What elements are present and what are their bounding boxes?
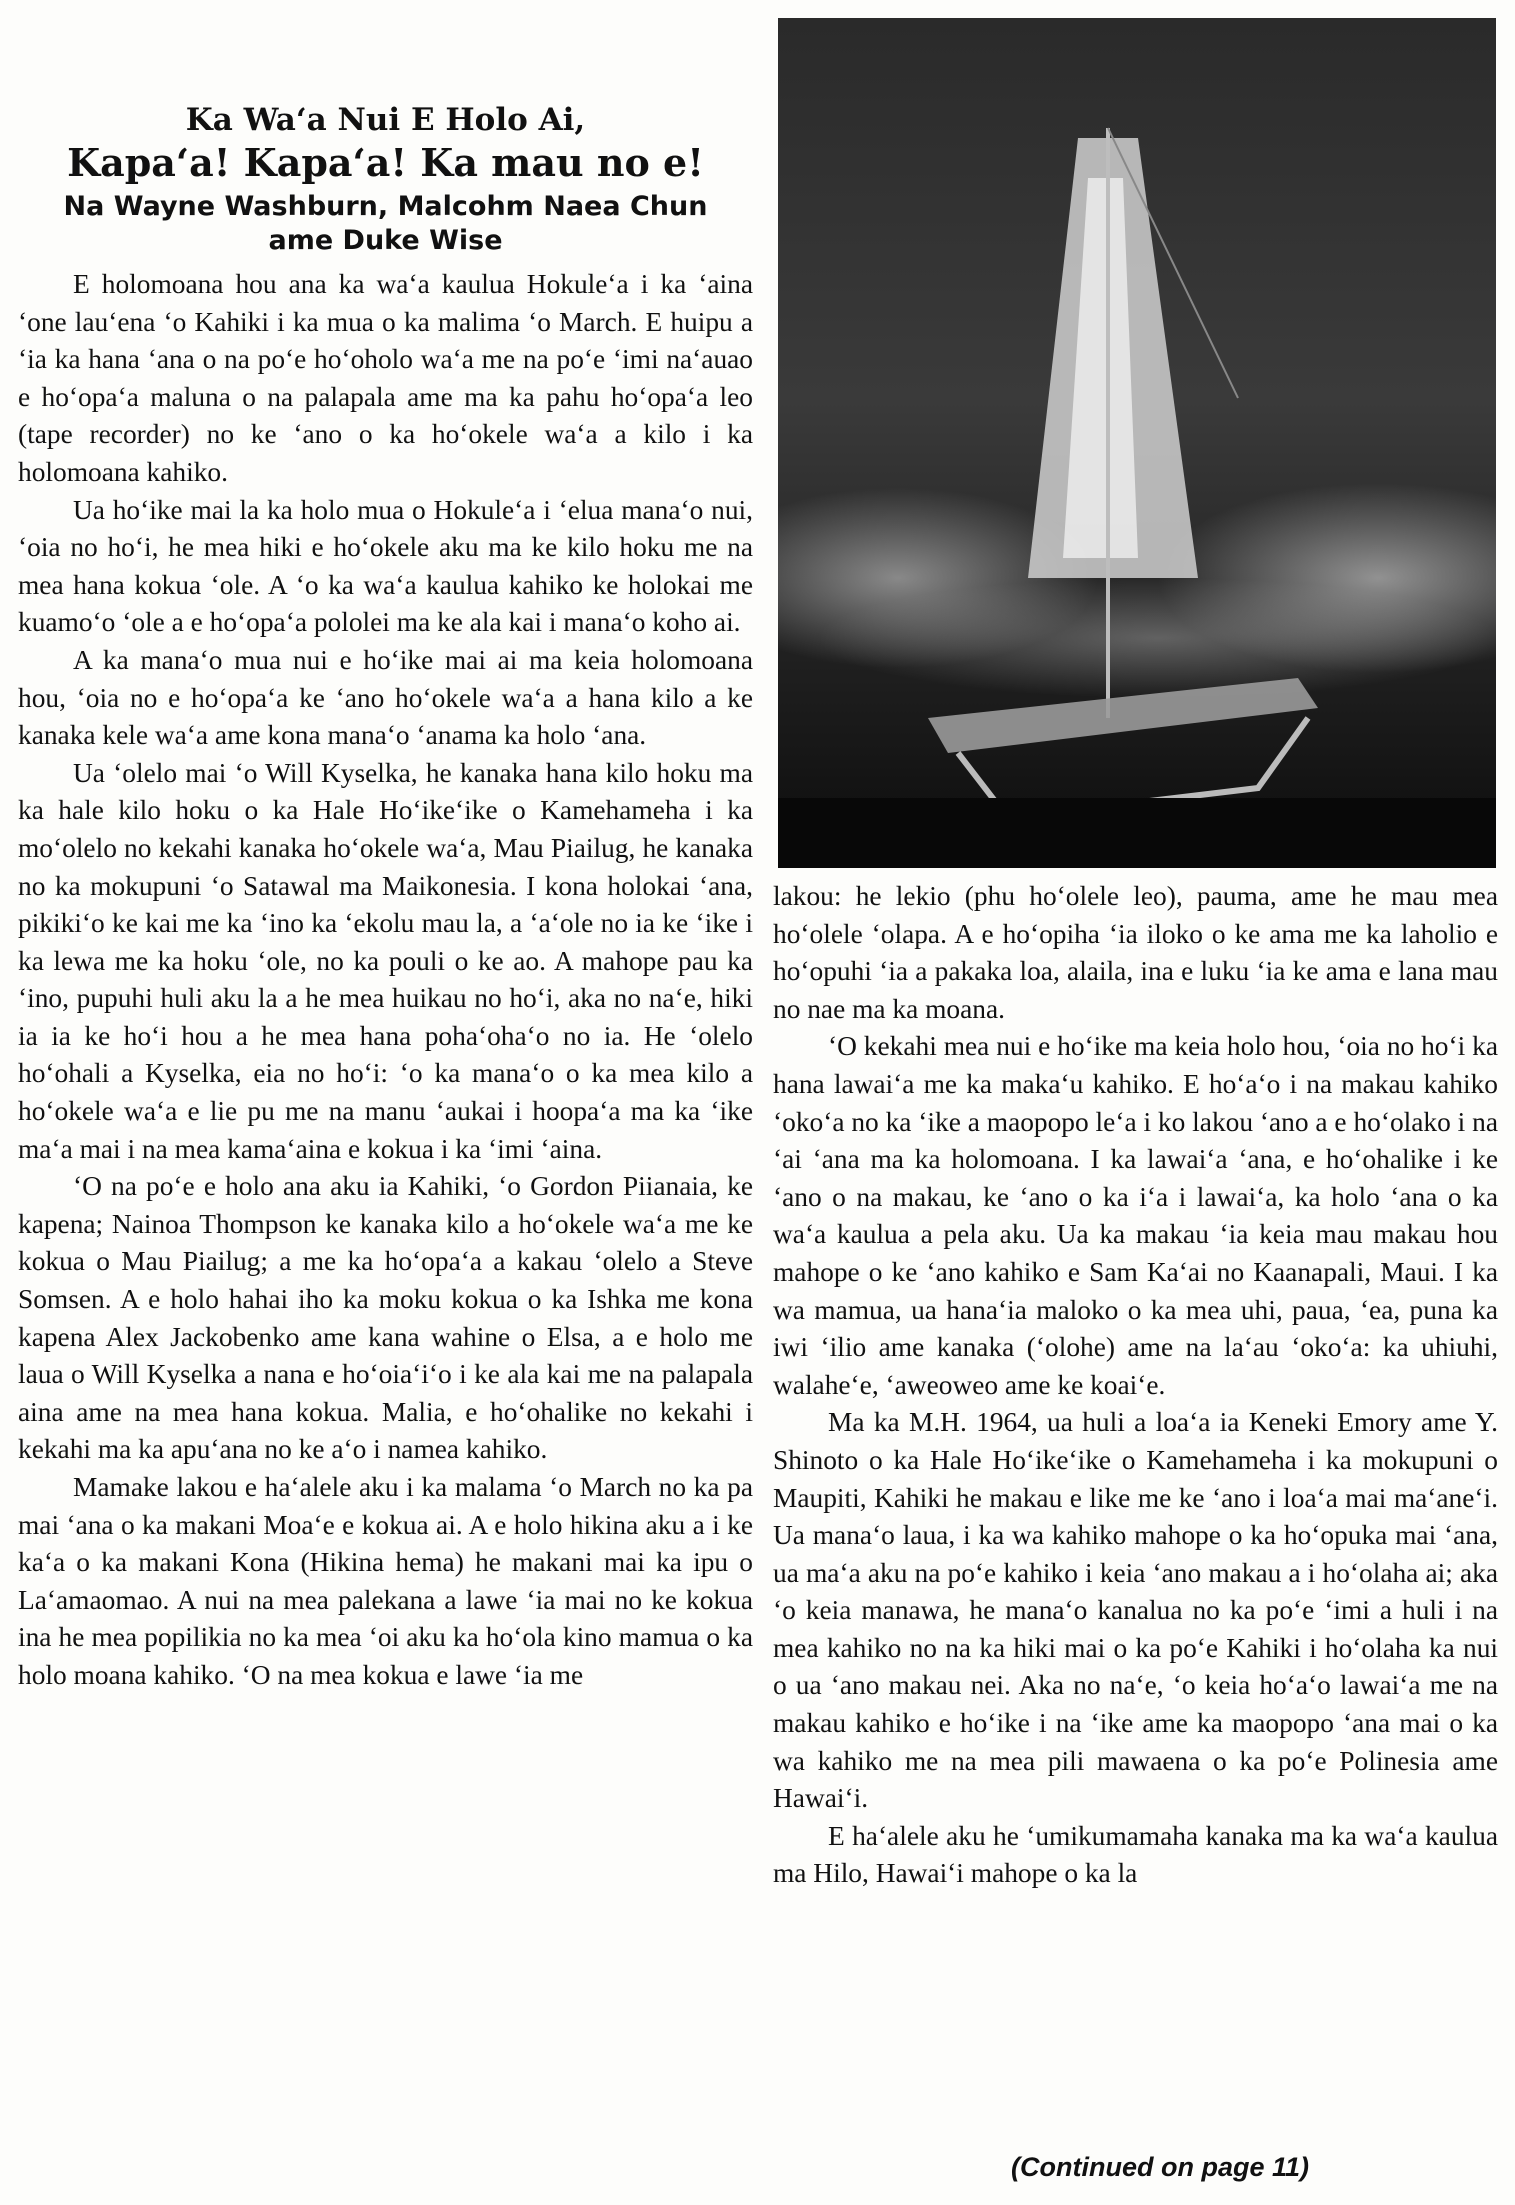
left-body-text [18, 266, 753, 1695]
byline-line-1: Na Wayne Washburn, Malcohm Naea Chun [63, 191, 708, 222]
paragraph: ‘O na po‘e e holo ana aku ia Kahiki, ‘o Gordon Piianaia, ke kapena; Nainoa Thompson ke kanaka kilo a ho‘okele wa‘a me ke kokua o Mau Piailug; a me ka ho‘opa‘a a kakau ‘olelo a Steve Somsen. A e holo hahai iho ka moku kokua o ka Ishka me kona kapena Alex Jackobenko ame kana wahine o Elsa, a e holo me laua o Will Kyselka a nana e ho‘oia‘i‘o i ke ala kai me na palapala aina ame na mea hana kokua. Malia, e ho‘ohalike no kekahi i kekahi ma ka apu‘ana no ke a‘o i namea kahiko. [18, 1171, 753, 1465]
paragraph: lakou: he lekio (phu ho‘olele leo), pauma, ame he mau mea ho‘olele ‘olapa. A e ho‘opiha ‘ia iloko o ke ama me ka laholio e ho‘opuhi ‘ia a pakaka loa, alaila, ina e luku ‘ia ke ama e lana mau no nae ma ka moana. [773, 881, 1498, 1024]
paragraph: E ha‘alele aku he ‘umikumamaha kanaka ma ka wa‘a kaulua ma Hilo, Hawai‘i mahope o ka la [773, 1820, 1498, 1889]
left-column [18, 100, 753, 1695]
canoe-photo-illustration [778, 18, 1496, 868]
byline-line-2: ame Duke Wise [268, 225, 503, 256]
right-body-text [773, 878, 1498, 1893]
canoe-photo [778, 18, 1496, 868]
right-column [773, 878, 1498, 1893]
paragraph: ‘O kekahi mea nui e ho‘ike ma keia holo hou, ‘oia no ho‘i ka hana lawai‘a me ka maka‘u kahiko. E ho‘a‘o i na makau kahiko ‘oko‘a no ka ‘ike a maopopo le‘a i ko lakou ‘ano a e ho‘olako i na ‘ai ‘ana ma ka holomoana. I ka lawai‘a ‘ana, e ho‘ohalike i ke ‘ano o na makau, ke ‘ano o ka i‘a i lawai‘a, ka holo ‘ana o ka wa‘a kaulua a pela aku. Ua ka makau ‘ia keia mau makau hou mahope o ke ‘ano kahiko e Sam Ka‘ai no Kaanapali, Maui. I ka wa mamua, ua hana‘ia maloko o ka mea uhi, paua, ‘ea, puna ka iwi ‘ilio ame kanaka (‘olohe) ame na la‘au ‘oko‘a: ka uhiuhi, walahe‘e, ‘aweoweo ame ke koai‘e. [773, 1031, 1498, 1400]
headline-line-1: Ka Wa‘a Nui E Holo Ai, [185, 102, 586, 138]
byline [18, 190, 753, 258]
headline [18, 100, 753, 186]
continued-link[interactable]: (Continued on page 11) [1011, 2152, 1309, 2182]
paragraph: Mamake lakou e ha‘alele aku i ka malama ‘o March no ka pa mai ‘ana o ka makani Moa‘e e kokua ai. A e holo hikina aku a i ke ka‘a o ka makani Kona (Hikina hema) he makani mai ka ipu o La‘amaomao. A nui na mea palekana a lawe ‘ia mai no ke kokua ina he mea popilikia no ka mea ‘oi aku ka ho‘ola kino mamua o ka holo moana kahiko. ‘O na mea kokua e lawe ‘ia me [18, 1472, 753, 1690]
headline-line-2: Kapa‘a! Kapa‘a! Ka mau no e! [67, 140, 704, 185]
paragraph: Ma ka M.H. 1964, ua huli a loa‘a ia Keneki Emory ame Y. Shinoto o ka Hale Ho‘ike‘ike o Kamehameha i ka mokupuni o Maupiti, Kahiki he makau e like me ke ‘ano i loa‘a mai ma‘ane‘i. Ua mana‘o laua, i ka wa kahiko mahope o ka ho‘opuka mai ‘ana, ua ma‘a aku na po‘e kahiko i keia ‘ano makau a i ho‘olaha ai; aka ‘o keia manawa, he mana‘o kanalua no ka po‘e ‘imi a huli i na mea kahiko no na ka hiki mai o ka po‘e Kahiki i ho‘olaha ka nui o ua ‘ano makau nei. Aka no na‘e, ‘o keia ho‘a‘o lawai‘a me na makau kahiko e ho‘ike i na ‘ike ame ka maopopo ‘ana mai o ka wa kahiko me na mea pili mawaena o ka po‘e Polinesia ame Hawai‘i. [773, 1407, 1498, 1814]
paragraph: A ka mana‘o mua nui e ho‘ike mai ai ma keia holomoana hou, ‘oia no e ho‘opa‘a ke ‘ano ho‘okele wa‘a a hana kilo a ke kanaka kele wa‘a ame kona mana‘o ‘anama ka holo ‘ana. [18, 644, 753, 751]
paragraph: E holomoana hou ana ka wa‘a kaulua Hokule‘a i ka ‘aina ‘one lau‘ena ‘o Kahiki i ka mua o ka malima ‘o March. E huipu a ‘ia ka hana ‘ana o na po‘e ho‘oholo wa‘a me na po‘e ‘imi na‘auao e ho‘opa‘a maluna o na palapala ame ma ka pahu ho‘opa‘a leo (tape recorder) no ke ‘ano o ka ho‘okele wa‘a a kilo i ka holomoana kahiko. [18, 269, 753, 487]
paragraph: Ua ‘olelo mai ‘o Will Kyselka, he kanaka hana kilo hoku ma ka hale kilo hoku o ka Hale Ho‘ike‘ike o Kamehameha i ka mo‘olelo no kekahi kanaka ho‘okele wa‘a, Mau Piailug, he kanaka no ka mokupuni ‘o Satawal ma Maikonesia. I kona holokai ‘ana, pikiki‘o ke kai me ka ‘ino ka ‘ekolu mau la, a ‘a‘ole no ia ke ‘ike i ka lewa me ka hoku ‘ole, no ka pouli o ke ao. A mahope pau ka ‘ino, pupuhi huli aku la a he mea huikau no ho‘i, aka no na‘e, hiki ia ia ke ho‘i hou a he mea hana poha‘oha‘o no ia. He ‘olelo ho‘ohali a Kyselka, eia no ho‘i: ‘o ka mana‘o o ka mea kilo a ho‘okele wa‘a e lie pu me na manu ‘aukai i hoopa‘a ma ka ‘ike ma‘a mai i na mea kama‘aina e kokua i ka ‘imi ‘aina. [18, 757, 753, 1164]
paragraph: Ua ho‘ike mai la ka holo mua o Hokule‘a i ‘elua mana‘o nui, ‘oia no ho‘i, he mea hiki e ho‘okele aku ma ke kilo hoku me na mea hana kokua ‘ole. A ‘o ka wa‘a kaulua kahiko ke holokai me kuamo‘o ‘ole a e ho‘opa‘a pololei ma ke ala kai i mana‘o koho ai. [18, 494, 753, 638]
